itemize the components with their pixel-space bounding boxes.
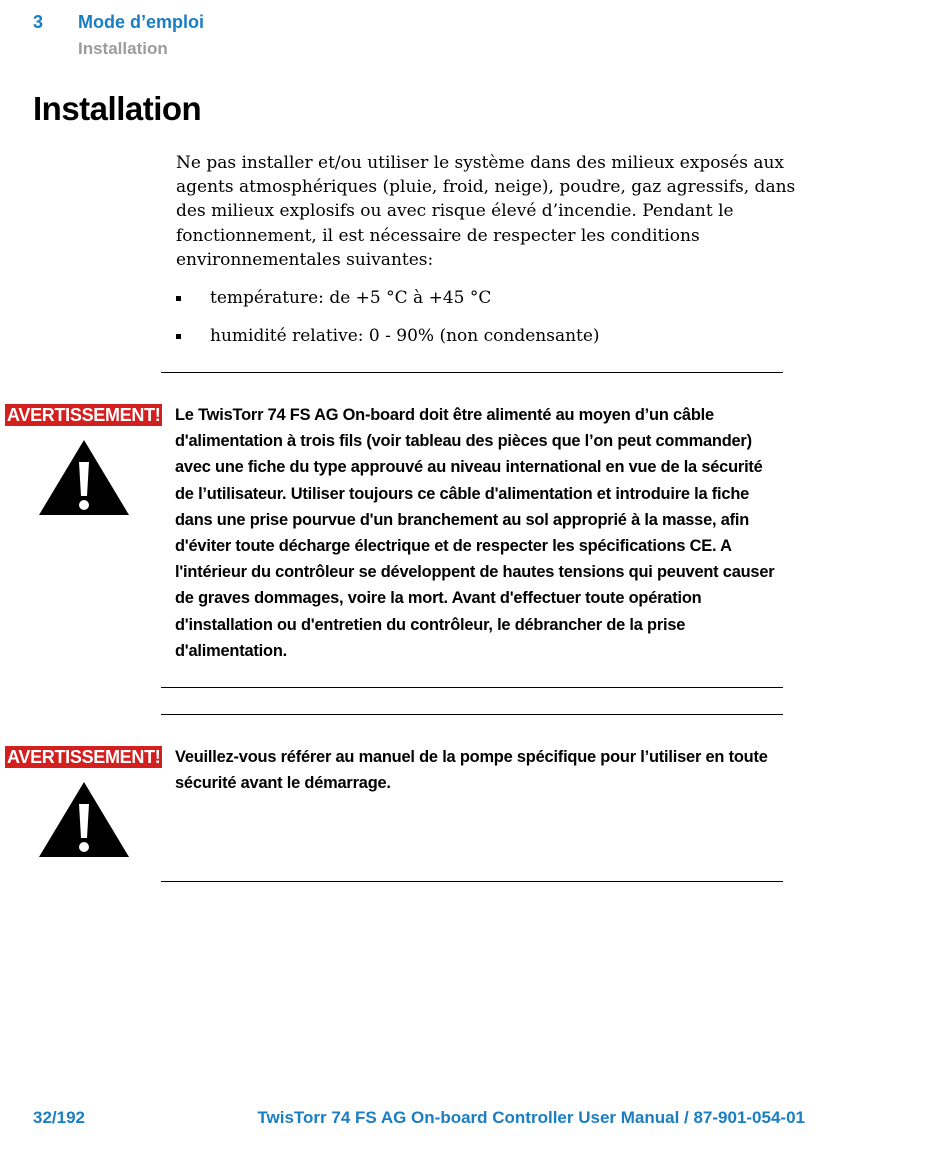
warning-text: Veuillez-vous référer au manuel de la pompe spécifique pour l’utiliser en toute sécurité avant le démarrage. [175,748,768,793]
intro-paragraph: Ne pas installer et/ou utiliser le système dans des milieux exposés aux agents atmosphériques (pluie, froid, neige), poudre, gaz agressifs, dans des milieux explosifs ou avec risque élevé d’incendie. Pendant le fonctionnement, il est nécessaire de respecter les conditions environnementales suivantes: [176,153,796,270]
divider [161,687,783,688]
list-item-text: humidité relative: 0 - 90% (non condensante) [210,326,600,346]
warning-badge: AVERTISSEMENT! [7,405,161,425]
list-item-text: température: de +5 °C à +45 °C [210,288,492,308]
header-chapter-title: Mode d’emploi [78,12,204,32]
list-item [176,324,796,362]
footer-page-number: 32/192 [33,1108,85,1127]
warning-triangle-icon [38,780,130,858]
warning-text: Le TwisTorr 74 FS AG On-board doit être alimenté au moyen d’un câble d'alimentation à trois fils (voir tableau des pièces que l’on peut commander) avec une fiche du type approuvé au niveau international en vue de la sécurité de l’utilisateur. Utiliser toujours ce câble d'alimentation et introduire la fiche dans une prise pourvue d'un branchement au sol approprié à la masse, afin d'éviter toute décharge électrique et de respecter les spécifications CE. A l'intérieur du contrôleur se développent de hautes tensions qui peuvent causer de graves dommages, voire la mort. Avant d'effectuer toute opération d'installation ou d'entretien du contrôleur, le débrancher de la prise d'alimentation. [175,406,775,660]
warning-badge: AVERTISSEMENT! [7,747,161,767]
page-title: Installation [33,90,202,127]
divider [161,714,783,715]
divider [161,881,783,882]
divider [161,372,783,373]
list-item [176,286,796,324]
footer-manual-title: TwisTorr 74 FS AG On-board Controller User Manual / 87-901-054-01 [257,1108,805,1127]
header-chapter-number: 3 [33,12,44,32]
warning-triangle-icon [38,438,130,516]
bullet-icon [176,334,181,339]
header-section: Installation [78,39,168,58]
bullet-icon [176,296,181,301]
conditions-list [176,286,796,362]
